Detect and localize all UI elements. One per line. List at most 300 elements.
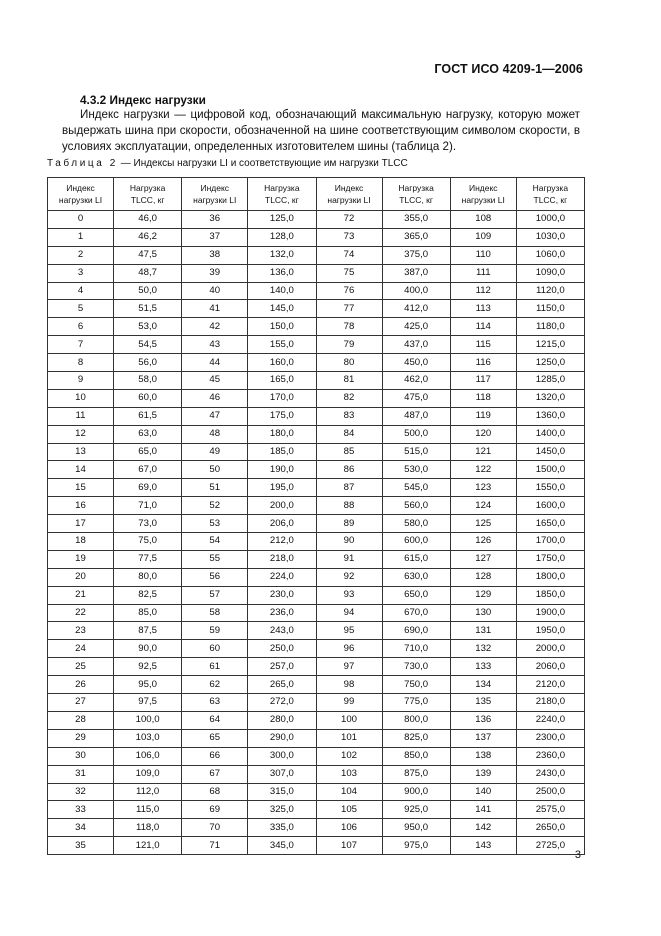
table-row (48, 246, 585, 264)
cell-load-index: 31 (48, 765, 114, 783)
cell-load-value: 800,0 (382, 711, 450, 729)
header-cell-load-tlcc (516, 178, 584, 211)
cell-load-value: 56,0 (114, 354, 182, 372)
cell-load-value: 170,0 (248, 389, 316, 407)
cell-load-index: 109 (450, 228, 516, 246)
cell-load-index: 135 (450, 694, 516, 712)
cell-load-index: 87 (316, 479, 382, 497)
cell-load-index: 122 (450, 461, 516, 479)
cell-load-value: 115,0 (114, 801, 182, 819)
cell-load-index: 17 (48, 515, 114, 533)
cell-load-value: 212,0 (248, 533, 316, 551)
table-row (48, 318, 585, 336)
cell-load-value: 69,0 (114, 479, 182, 497)
cell-load-value: 1550,0 (516, 479, 584, 497)
cell-load-value: 690,0 (382, 622, 450, 640)
cell-load-index: 18 (48, 533, 114, 551)
table-caption-lead: Таблица 2 (47, 158, 118, 169)
cell-load-index: 121 (450, 443, 516, 461)
cell-load-value: 51,5 (114, 300, 182, 318)
cell-load-index: 104 (316, 783, 382, 801)
header-line: Нагрузка (398, 183, 434, 193)
cell-load-value: 2120,0 (516, 676, 584, 694)
cell-load-index: 137 (450, 729, 516, 747)
cell-load-value: 630,0 (382, 568, 450, 586)
table-row (48, 676, 585, 694)
cell-load-value: 1060,0 (516, 246, 584, 264)
cell-load-index: 66 (182, 747, 248, 765)
cell-load-index: 107 (316, 837, 382, 855)
cell-load-index: 13 (48, 443, 114, 461)
header-cell-load-tlcc (114, 178, 182, 211)
cell-load-value: 190,0 (248, 461, 316, 479)
header-line: нагрузки LI (193, 195, 237, 205)
cell-load-index: 64 (182, 711, 248, 729)
cell-load-value: 487,0 (382, 407, 450, 425)
header-line: TLCC, кг (130, 195, 165, 205)
header-line: TLCC, кг (533, 195, 568, 205)
cell-load-index: 40 (182, 282, 248, 300)
cell-load-value: 365,0 (382, 228, 450, 246)
table-row (48, 300, 585, 318)
cell-load-value: 60,0 (114, 389, 182, 407)
cell-load-index: 21 (48, 586, 114, 604)
cell-load-index: 46 (182, 389, 248, 407)
cell-load-index: 111 (450, 264, 516, 282)
table-row (48, 497, 585, 515)
cell-load-index: 20 (48, 568, 114, 586)
cell-load-value: 925,0 (382, 801, 450, 819)
header-cell-load-index (450, 178, 516, 211)
table-row (48, 515, 585, 533)
header-line: Индекс (200, 183, 230, 193)
cell-load-index: 62 (182, 676, 248, 694)
cell-load-index: 132 (450, 640, 516, 658)
cell-load-index: 89 (316, 515, 382, 533)
cell-load-index: 118 (450, 389, 516, 407)
cell-load-index: 3 (48, 264, 114, 282)
cell-load-value: 1180,0 (516, 318, 584, 336)
cell-load-value: 48,7 (114, 264, 182, 282)
cell-load-index: 19 (48, 550, 114, 568)
cell-load-index: 47 (182, 407, 248, 425)
cell-load-value: 1500,0 (516, 461, 584, 479)
cell-load-index: 52 (182, 497, 248, 515)
cell-load-index: 61 (182, 658, 248, 676)
cell-load-index: 142 (450, 819, 516, 837)
table-row (48, 711, 585, 729)
cell-load-value: 1400,0 (516, 425, 584, 443)
cell-load-value: 1800,0 (516, 568, 584, 586)
cell-load-value: 400,0 (382, 282, 450, 300)
header-line: Нагрузка (264, 183, 300, 193)
cell-load-value: 265,0 (248, 676, 316, 694)
cell-load-value: 670,0 (382, 604, 450, 622)
cell-load-value: 875,0 (382, 765, 450, 783)
cell-load-value: 185,0 (248, 443, 316, 461)
cell-load-value: 128,0 (248, 228, 316, 246)
cell-load-index: 115 (450, 336, 516, 354)
table-row (48, 264, 585, 282)
header-line: Нагрузка (532, 183, 569, 193)
cell-load-value: 615,0 (382, 550, 450, 568)
cell-load-value: 112,0 (114, 783, 182, 801)
page-number: 3 (574, 849, 581, 861)
cell-load-value: 345,0 (248, 837, 316, 855)
cell-load-value: 85,0 (114, 604, 182, 622)
cell-load-index: 2 (48, 246, 114, 264)
document-header: ГОСТ ИСО 4209-1—2006 (434, 62, 583, 76)
cell-load-index: 57 (182, 586, 248, 604)
cell-load-index: 96 (316, 640, 382, 658)
cell-load-index: 28 (48, 711, 114, 729)
cell-load-index: 59 (182, 622, 248, 640)
cell-load-value: 50,0 (114, 282, 182, 300)
cell-load-index: 128 (450, 568, 516, 586)
cell-load-value: 825,0 (382, 729, 450, 747)
cell-load-index: 81 (316, 372, 382, 390)
cell-load-value: 230,0 (248, 586, 316, 604)
cell-load-index: 30 (48, 747, 114, 765)
cell-load-value: 73,0 (114, 515, 182, 533)
cell-load-index: 65 (182, 729, 248, 747)
cell-load-value: 121,0 (114, 837, 182, 855)
cell-load-value: 54,5 (114, 336, 182, 354)
cell-load-value: 145,0 (248, 300, 316, 318)
cell-load-value: 165,0 (248, 372, 316, 390)
cell-load-index: 55 (182, 550, 248, 568)
table-row (48, 622, 585, 640)
table-row (48, 837, 585, 855)
cell-load-index: 6 (48, 318, 114, 336)
cell-load-index: 124 (450, 497, 516, 515)
cell-load-value: 900,0 (382, 783, 450, 801)
cell-load-value: 77,5 (114, 550, 182, 568)
cell-load-index: 63 (182, 694, 248, 712)
cell-load-index: 98 (316, 676, 382, 694)
cell-load-index: 106 (316, 819, 382, 837)
header-line: Индекс (66, 183, 95, 193)
cell-load-index: 113 (450, 300, 516, 318)
cell-load-value: 109,0 (114, 765, 182, 783)
cell-load-value: 290,0 (248, 729, 316, 747)
cell-load-value: 850,0 (382, 747, 450, 765)
cell-load-index: 12 (48, 425, 114, 443)
table-row (48, 282, 585, 300)
cell-load-value: 975,0 (382, 837, 450, 855)
cell-load-index: 110 (450, 246, 516, 264)
cell-load-index: 84 (316, 425, 382, 443)
cell-load-index: 141 (450, 801, 516, 819)
table-row (48, 354, 585, 372)
table-row (48, 336, 585, 354)
cell-load-value: 1650,0 (516, 515, 584, 533)
cell-load-index: 14 (48, 461, 114, 479)
cell-load-value: 387,0 (382, 264, 450, 282)
cell-load-index: 139 (450, 765, 516, 783)
cell-load-value: 950,0 (382, 819, 450, 837)
cell-load-value: 600,0 (382, 533, 450, 551)
cell-load-value: 160,0 (248, 354, 316, 372)
cell-load-index: 10 (48, 389, 114, 407)
cell-load-index: 25 (48, 658, 114, 676)
body-paragraph: Индекс нагрузки — цифровой код, обозначающий максимальную нагрузку, которую может выдержать шина при скорости, обозначенной на шине соответствующим символом скорости, в условиях эксплуатации, определенных изготовителем шины (таблица 2). (62, 108, 580, 153)
cell-load-value: 450,0 (382, 354, 450, 372)
cell-load-index: 1 (48, 228, 114, 246)
header-cell-load-tlcc (248, 178, 316, 211)
cell-load-index: 83 (316, 407, 382, 425)
cell-load-index: 108 (450, 211, 516, 229)
cell-load-index: 48 (182, 425, 248, 443)
cell-load-index: 126 (450, 533, 516, 551)
cell-load-value: 58,0 (114, 372, 182, 390)
cell-load-value: 710,0 (382, 640, 450, 658)
cell-load-value: 2360,0 (516, 747, 584, 765)
cell-load-value: 1450,0 (516, 443, 584, 461)
cell-load-index: 39 (182, 264, 248, 282)
cell-load-value: 2725,0 (516, 837, 584, 855)
cell-load-index: 70 (182, 819, 248, 837)
header-line: нагрузки LI (58, 195, 103, 205)
table-caption-text: — Индексы нагрузки LI и соответствующие им нагрузки TLCC (117, 158, 408, 169)
cell-load-value: 47,5 (114, 246, 182, 264)
cell-load-value: 1120,0 (516, 282, 584, 300)
section-title: 4.3.2 Индекс нагрузки (80, 93, 206, 107)
cell-load-value: 775,0 (382, 694, 450, 712)
cell-load-value: 200,0 (248, 497, 316, 515)
header-cell-load-index (316, 178, 382, 211)
header-cell-load-tlcc (382, 178, 450, 211)
cell-load-index: 105 (316, 801, 382, 819)
cell-load-index: 133 (450, 658, 516, 676)
cell-load-index: 38 (182, 246, 248, 264)
cell-load-value: 1950,0 (516, 622, 584, 640)
cell-load-index: 33 (48, 801, 114, 819)
cell-load-value: 425,0 (382, 318, 450, 336)
cell-load-index: 79 (316, 336, 382, 354)
cell-load-index: 91 (316, 550, 382, 568)
cell-load-index: 93 (316, 586, 382, 604)
cell-load-index: 97 (316, 658, 382, 676)
cell-load-index: 9 (48, 372, 114, 390)
cell-load-value: 150,0 (248, 318, 316, 336)
table-row (48, 479, 585, 497)
cell-load-value: 1030,0 (516, 228, 584, 246)
header-line: нагрузки LI (461, 195, 505, 205)
cell-load-index: 44 (182, 354, 248, 372)
cell-load-index: 43 (182, 336, 248, 354)
cell-load-value: 195,0 (248, 479, 316, 497)
cell-load-value: 155,0 (248, 336, 316, 354)
cell-load-index: 90 (316, 533, 382, 551)
cell-load-value: 335,0 (248, 819, 316, 837)
cell-load-index: 73 (316, 228, 382, 246)
cell-load-index: 130 (450, 604, 516, 622)
cell-load-value: 515,0 (382, 443, 450, 461)
cell-load-index: 92 (316, 568, 382, 586)
cell-load-value: 1360,0 (516, 407, 584, 425)
table-row (48, 407, 585, 425)
cell-load-value: 2430,0 (516, 765, 584, 783)
cell-load-value: 53,0 (114, 318, 182, 336)
cell-load-value: 82,5 (114, 586, 182, 604)
cell-load-index: 0 (48, 211, 114, 229)
cell-load-index: 74 (316, 246, 382, 264)
cell-load-value: 2240,0 (516, 711, 584, 729)
cell-load-value: 475,0 (382, 389, 450, 407)
cell-load-value: 1000,0 (516, 211, 584, 229)
cell-load-value: 95,0 (114, 676, 182, 694)
cell-load-index: 94 (316, 604, 382, 622)
cell-load-index: 35 (48, 837, 114, 855)
cell-load-index: 129 (450, 586, 516, 604)
table-row (48, 747, 585, 765)
cell-load-value: 103,0 (114, 729, 182, 747)
header-line: Индекс (334, 183, 364, 193)
cell-load-index: 32 (48, 783, 114, 801)
cell-load-index: 101 (316, 729, 382, 747)
cell-load-index: 51 (182, 479, 248, 497)
cell-load-value: 462,0 (382, 372, 450, 390)
cell-load-index: 26 (48, 676, 114, 694)
cell-load-value: 75,0 (114, 533, 182, 551)
cell-load-index: 75 (316, 264, 382, 282)
cell-load-index: 123 (450, 479, 516, 497)
cell-load-value: 92,5 (114, 658, 182, 676)
cell-load-index: 11 (48, 407, 114, 425)
cell-load-index: 117 (450, 372, 516, 390)
table-header-row (48, 178, 585, 211)
cell-load-value: 1900,0 (516, 604, 584, 622)
cell-load-value: 1250,0 (516, 354, 584, 372)
table-row (48, 819, 585, 837)
cell-load-index: 71 (182, 837, 248, 855)
cell-load-value: 530,0 (382, 461, 450, 479)
table-row (48, 533, 585, 551)
cell-load-index: 127 (450, 550, 516, 568)
table-row (48, 425, 585, 443)
cell-load-value: 206,0 (248, 515, 316, 533)
cell-load-index: 5 (48, 300, 114, 318)
cell-load-value: 243,0 (248, 622, 316, 640)
cell-load-index: 23 (48, 622, 114, 640)
cell-load-index: 85 (316, 443, 382, 461)
table-row (48, 211, 585, 229)
cell-load-index: 22 (48, 604, 114, 622)
cell-load-index: 68 (182, 783, 248, 801)
cell-load-index: 24 (48, 640, 114, 658)
cell-load-index: 16 (48, 497, 114, 515)
table-row (48, 389, 585, 407)
cell-load-value: 1150,0 (516, 300, 584, 318)
cell-load-value: 2180,0 (516, 694, 584, 712)
cell-load-value: 175,0 (248, 407, 316, 425)
cell-load-index: 56 (182, 568, 248, 586)
cell-load-value: 1215,0 (516, 336, 584, 354)
cell-load-index: 37 (182, 228, 248, 246)
cell-load-value: 280,0 (248, 711, 316, 729)
cell-load-value: 300,0 (248, 747, 316, 765)
cell-load-value: 272,0 (248, 694, 316, 712)
cell-load-index: 140 (450, 783, 516, 801)
cell-load-value: 180,0 (248, 425, 316, 443)
header-line: нагрузки LI (327, 195, 371, 205)
cell-load-value: 80,0 (114, 568, 182, 586)
cell-load-index: 86 (316, 461, 382, 479)
cell-load-value: 437,0 (382, 336, 450, 354)
cell-load-index: 114 (450, 318, 516, 336)
table-body (48, 211, 585, 855)
cell-load-value: 650,0 (382, 586, 450, 604)
cell-load-value: 2575,0 (516, 801, 584, 819)
cell-load-value: 132,0 (248, 246, 316, 264)
header-line: Индекс (468, 183, 498, 193)
cell-load-index: 134 (450, 676, 516, 694)
cell-load-index: 95 (316, 622, 382, 640)
cell-load-value: 500,0 (382, 425, 450, 443)
table-row (48, 461, 585, 479)
cell-load-index: 53 (182, 515, 248, 533)
table-row (48, 604, 585, 622)
cell-load-index: 112 (450, 282, 516, 300)
cell-load-index: 99 (316, 694, 382, 712)
cell-load-index: 49 (182, 443, 248, 461)
cell-load-value: 560,0 (382, 497, 450, 515)
cell-load-value: 218,0 (248, 550, 316, 568)
cell-load-value: 97,5 (114, 694, 182, 712)
cell-load-index: 76 (316, 282, 382, 300)
header-cell-load-index (182, 178, 248, 211)
cell-load-value: 2300,0 (516, 729, 584, 747)
cell-load-index: 77 (316, 300, 382, 318)
cell-load-index: 4 (48, 282, 114, 300)
cell-load-value: 307,0 (248, 765, 316, 783)
cell-load-index: 42 (182, 318, 248, 336)
cell-load-index: 116 (450, 354, 516, 372)
cell-load-index: 50 (182, 461, 248, 479)
cell-load-index: 80 (316, 354, 382, 372)
cell-load-index: 136 (450, 711, 516, 729)
cell-load-index: 67 (182, 765, 248, 783)
cell-load-value: 412,0 (382, 300, 450, 318)
cell-load-index: 102 (316, 747, 382, 765)
cell-load-value: 90,0 (114, 640, 182, 658)
cell-load-index: 60 (182, 640, 248, 658)
cell-load-value: 46,2 (114, 228, 182, 246)
cell-load-index: 103 (316, 765, 382, 783)
cell-load-index: 131 (450, 622, 516, 640)
cell-load-value: 224,0 (248, 568, 316, 586)
cell-load-index: 82 (316, 389, 382, 407)
cell-load-index: 88 (316, 497, 382, 515)
header-line: TLCC, кг (265, 195, 299, 205)
load-index-table (47, 177, 585, 855)
cell-load-index: 7 (48, 336, 114, 354)
cell-load-index: 8 (48, 354, 114, 372)
cell-load-value: 2500,0 (516, 783, 584, 801)
cell-load-value: 580,0 (382, 515, 450, 533)
table-row (48, 729, 585, 747)
cell-load-value: 118,0 (114, 819, 182, 837)
cell-load-index: 138 (450, 747, 516, 765)
table-row (48, 765, 585, 783)
table-row (48, 658, 585, 676)
cell-load-value: 87,5 (114, 622, 182, 640)
cell-load-index: 29 (48, 729, 114, 747)
cell-load-index: 143 (450, 837, 516, 855)
cell-load-value: 375,0 (382, 246, 450, 264)
cell-load-value: 325,0 (248, 801, 316, 819)
